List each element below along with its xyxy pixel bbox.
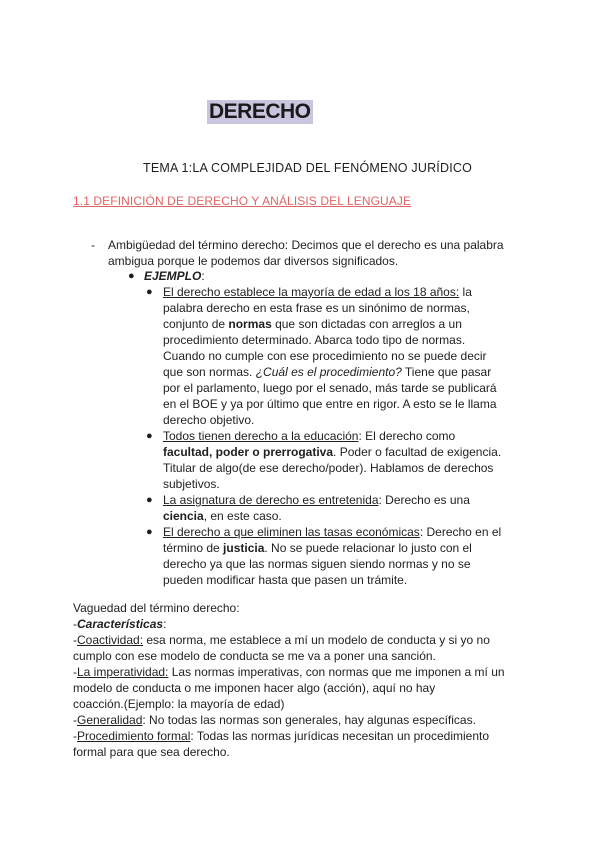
bold-term: normas xyxy=(228,317,272,331)
text-run: : xyxy=(163,617,167,631)
vaguedad-intro: Vaguedad del término derecho: xyxy=(73,601,240,615)
text-line: modelo de conducta o me imponen hacer algo (acción), aquí no hay xyxy=(73,681,436,695)
example-item xyxy=(146,492,535,524)
ejemplo-colon: : xyxy=(201,269,205,283)
text-line: formal para que sea derecho. xyxy=(73,745,230,759)
bullet-icon: ● xyxy=(146,430,153,442)
text-run: . Poder o facultad de exigencia. xyxy=(333,445,502,459)
example-phrase: La asignatura de derecho es entretenida xyxy=(163,493,379,507)
text-run: : No todas las normas son generales, hay algunas específicas. xyxy=(142,713,476,727)
text-line: pueden modificar hasta que pasen un trámite. xyxy=(163,573,408,587)
text-line: coacción.(Ejemplo: la mayoría de edad) xyxy=(73,697,285,711)
text-run: - xyxy=(73,729,77,743)
text-line: derecho ya que las normas siguen siendo normas y no se xyxy=(163,557,471,571)
text-line: cumplo con ese modelo de conducta se me va a poner una sanción. xyxy=(73,649,436,663)
ejemplo-label: EJEMPLO xyxy=(144,269,202,283)
document-title: DERECHO xyxy=(209,100,311,123)
bullet-icon: ● xyxy=(146,526,153,538)
text-run: término de xyxy=(163,541,224,555)
text-run: - xyxy=(73,665,77,679)
ambiguedad-line-1: Ambigüedad del término derecho: Decimos que el derecho es una palabra xyxy=(108,238,504,252)
caracteristicas-label: Características xyxy=(77,617,164,631)
text-line: Cuando no cumple con ese procedimiento no se puede decir xyxy=(163,349,487,363)
text-run: - xyxy=(73,713,77,727)
section-heading: 1.1 DEFINICIÓN DE DERECHO Y ANÁLISIS DEL LENGUAJE xyxy=(73,194,412,208)
vaguedad-section xyxy=(73,600,543,760)
topic-subtitle: TEMA 1:LA COMPLEJIDAD DEL FENÓMENO JURÍDICO xyxy=(143,161,473,175)
bullet-icon: ● xyxy=(146,286,153,298)
text-run: que son normas. xyxy=(163,365,256,379)
text-line: procedimiento determinado. Abarca todo tipo de normas. xyxy=(163,333,466,347)
characteristic-term: Generalidad xyxy=(77,713,143,727)
text-run: conjunto de xyxy=(163,317,229,331)
text-run: Tiene que pasar xyxy=(401,365,492,379)
example-item xyxy=(146,524,535,588)
ejemplo-heading xyxy=(144,268,205,284)
text-run: : Derecho en el xyxy=(419,525,502,539)
text-run: Las normas imperativas, con normas que me imponen a mí un xyxy=(168,665,505,679)
text-line: por el parlamento, luego por el senado, más tarde se publicará xyxy=(163,381,497,395)
text-run: la xyxy=(459,285,472,299)
text-line: Titular de algo(de ese derecho/poder). Hablamos de derechos xyxy=(163,461,494,475)
example-item xyxy=(146,428,535,492)
example-phrase: El derecho establece la mayoría de edad a los 18 años: xyxy=(163,285,460,299)
text-run: que son dictadas con arreglos a un xyxy=(271,317,462,331)
bullet-icon: ● xyxy=(146,494,153,506)
characteristic-term: La imperatividad: xyxy=(77,665,169,679)
characteristic-term: Procedimiento formal xyxy=(77,729,191,743)
text-line: palabra derecho en esta frase es un sinónimo de normas, xyxy=(163,301,470,315)
list-dash: - xyxy=(91,238,95,252)
text-line: derecho objetivo. xyxy=(163,413,255,427)
text-run: : Derecho es una xyxy=(378,493,470,507)
text-line: subjetivos. xyxy=(163,477,220,491)
text-run: : Todas las normas jurídicas necesitan un procedimiento xyxy=(190,729,489,743)
text-run: - xyxy=(73,633,77,647)
text-run: - xyxy=(73,617,77,631)
example-phrase: El derecho a que eliminen las tasas económicas xyxy=(163,525,420,539)
example-item xyxy=(146,284,535,428)
ambiguedad-line-2: ambigua porque le podemos dar diversos significados. xyxy=(108,254,399,268)
text-run: , en este caso. xyxy=(203,509,282,523)
text-run: : El derecho como xyxy=(358,429,456,443)
italic-question: ¿Cuál es el procedimiento? xyxy=(255,365,402,379)
bold-term: ciencia xyxy=(163,509,204,523)
characteristic-term: Coactividad: xyxy=(77,633,144,647)
example-phrase: Todos tienen derecho a la educación xyxy=(163,429,359,443)
bold-term: justicia xyxy=(223,541,265,555)
text-run: esa norma, me establece a mí un modelo de conducta y si yo no xyxy=(143,633,490,647)
ambiguedad-paragraph xyxy=(108,237,538,269)
bold-term: facultad, poder o prerrogativa xyxy=(163,445,334,459)
text-line: en el BOE y ya por último que entre en rigor. A esto se le llama xyxy=(163,397,497,411)
text-run: . No se puede relacionar lo justo con el xyxy=(264,541,472,555)
bullet-icon: ● xyxy=(128,270,135,282)
